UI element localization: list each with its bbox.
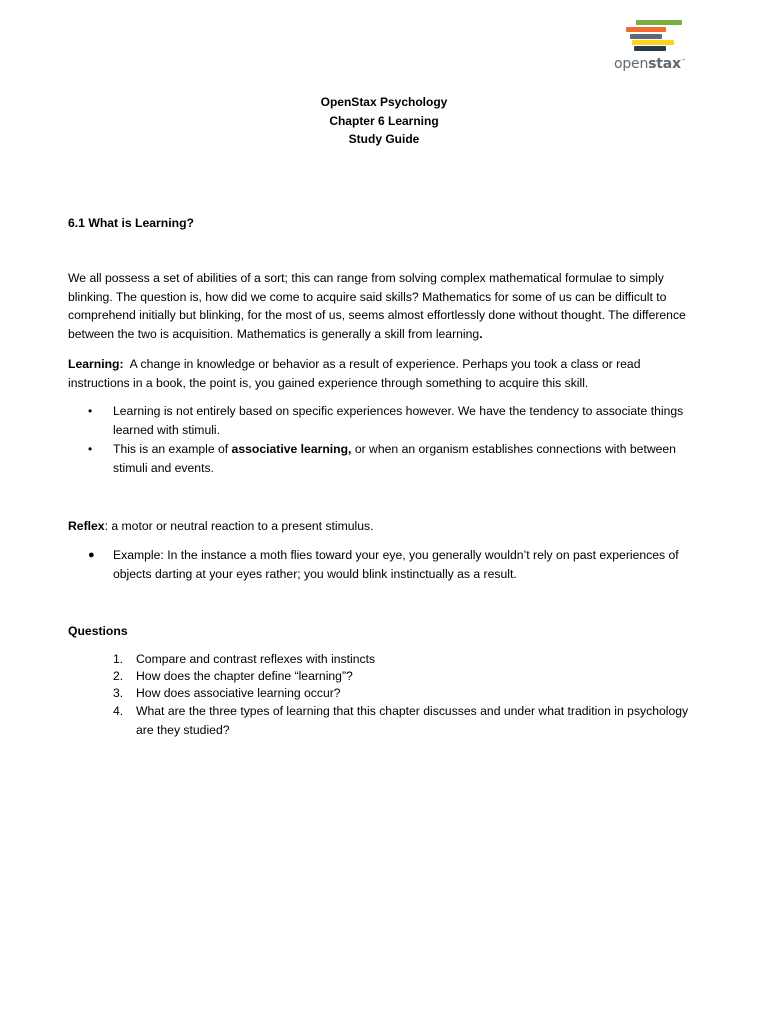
- question-text: What are the three types of learning that this chapter discusses and under what tradition in psychology are they studied?: [136, 704, 689, 737]
- title-line-course: OpenStax Psychology: [320, 95, 448, 109]
- question-text: How does associative learning occur?: [136, 686, 341, 700]
- bullet-text: Example: In the instance a moth flies toward your eye, you generally wouldn’t rely on past experiences of objects darting at your eyes rather; you would blink instinctually as a result.: [113, 548, 679, 581]
- reflex-definition: [68, 517, 693, 536]
- learning-definition: [68, 355, 693, 392]
- bullet-icon: ●: [88, 549, 95, 561]
- openstax-logo: [612, 18, 692, 76]
- associative-learning-term: associative learning,: [231, 442, 352, 456]
- question-text: Compare and contrast reflexes with instincts: [136, 652, 376, 666]
- questions-heading: Questions: [68, 624, 128, 638]
- bullet-text: This is an example of associative learning, or when an organism establishes connections with between stimuli and events.: [113, 442, 676, 475]
- bullet-icon: •: [88, 442, 93, 456]
- question-number: 2.: [113, 669, 124, 683]
- bullet-text: Learning is not entirely based on specific experiences however. We have the tendency to associate things learned with stimuli.: [113, 404, 684, 437]
- reflex-term: Reflex: [68, 519, 105, 533]
- question-number: 4.: [113, 704, 124, 718]
- book-stack-icon: [624, 18, 674, 54]
- question-number: 1.: [113, 652, 124, 666]
- title-line-chapter: Chapter 6 Learning: [329, 113, 439, 128]
- document-title: [0, 93, 768, 149]
- reflex-definition-text: : a motor or neutral reaction to a present stimulus.: [104, 519, 374, 533]
- section-heading: 6.1 What is Learning?: [68, 216, 194, 230]
- question-number: 3.: [113, 686, 124, 700]
- intro-paragraph: We all possess a set of abilities of a sort; this can range from solving complex mathematical formulae to simply blinking. The question is, how did we come to acquire said skills? Mathematics for some of us can be difficult to comprehend initially but blinking, for the most of us, seems almost effortlessly done without thought. The difference between the two is acquisition. Mathematics is generally a skill from learning.: [68, 271, 686, 341]
- learning-term: Learning:: [68, 357, 124, 371]
- bullet-icon: •: [88, 404, 93, 418]
- learning-definition-text: A change in knowledge or behavior as a result of experience. Perhaps you took a class or read instructions in a book, the point is, you gained experience through something to acquire this skill.: [68, 357, 641, 390]
- question-text: How does the chapter define “learning”?: [136, 669, 353, 683]
- logo-wordmark: openstax™: [614, 56, 686, 72]
- title-line-guide: Study Guide: [348, 132, 420, 146]
